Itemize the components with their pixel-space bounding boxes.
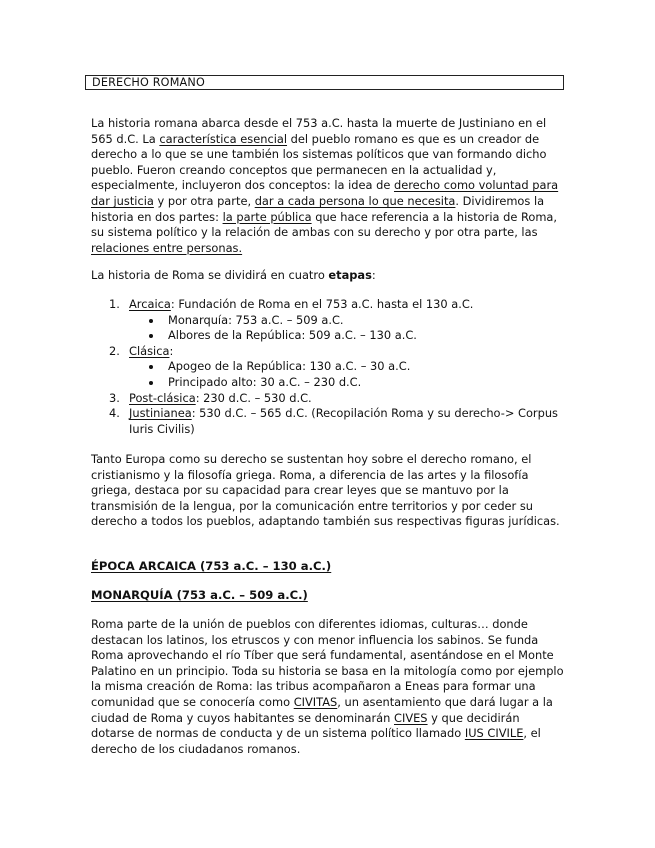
stage-item xyxy=(91,391,566,407)
intro-text-5: que hace referencia a la historia de Roma, su sistema político y la relación de ambas con su derecho y por otra parte, las xyxy=(91,209,558,240)
monarchy-paragraph xyxy=(91,617,566,757)
monarchy-underline-civitas: CIVITAS xyxy=(293,694,338,709)
document-title-box xyxy=(85,75,564,90)
stages-intro-colon: : xyxy=(371,268,376,282)
stage-number: 3. xyxy=(109,390,120,405)
stage-item xyxy=(91,344,566,360)
stage-subitem-text: Apogeo de la República: 130 a.C. – 30 a.C. xyxy=(168,359,411,374)
stage-subitem-text: Principado alto: 30 a.C. – 230 d.C. xyxy=(168,374,362,389)
stage-name: Arcaica xyxy=(129,297,171,311)
stage-name: Justinianea xyxy=(129,406,192,421)
stages-intro xyxy=(91,268,566,284)
monarchy-text-4: , el derecho de los ciudadanos romanos. xyxy=(91,726,541,756)
monarchy-text-1: Roma parte de la unión de pueblos con diferentes idiomas, culturas… donde destacan los latinos, los etruscos y con menor influencia los sabinos. Se funda Roma aprovechando el río Tíber que será fundamental, asentándose en el Monte Palatino en un principio. Toda su historia se basa en la mitología como por ejemplo la misma creación de Roma: las tribus acompañaron a Eneas para formar una comunidad que se conocería como xyxy=(91,617,564,709)
stage-number: 4. xyxy=(109,406,120,421)
stage-subitem xyxy=(91,359,566,375)
stage-item xyxy=(91,297,566,313)
intro-text-1: La historia romana abarca desde el 753 a.C. hasta la muerte de Justiniano en el 565 d.C. La xyxy=(91,116,547,146)
intro-underline-2: derecho como voluntad para dar justicia xyxy=(91,178,559,208)
stage-number: 1. xyxy=(109,297,120,311)
stage-subitem xyxy=(91,328,566,344)
stage-desc: : 530 d.C. – 565 d.C. (Recopilación Roma y su derecho-> Corpus Iuris Civilis) xyxy=(129,406,558,436)
stage-item xyxy=(91,406,566,437)
stage-subitem xyxy=(91,313,566,329)
intro-paragraph xyxy=(91,116,566,256)
bullet-icon xyxy=(149,319,153,323)
monarchy-underline-ius-civile: IUS CIVILE xyxy=(464,726,524,741)
monarchy-underline-cives: CIVES xyxy=(394,710,428,725)
monarchy-text-2: , un asentamiento que dará lugar a la ciudad de Roma y cuyos habitantes se denominarán xyxy=(91,694,553,725)
stages-intro-text: La historia de Roma se dividirá en cuatro xyxy=(91,268,329,282)
intro-text-3: y por otra parte, xyxy=(153,193,255,208)
stage-subitem-text: Monarquía: 753 a.C. – 509 a.C. xyxy=(168,312,344,327)
stage-name: Clásica xyxy=(129,343,170,358)
stages-intro-bold: etapas xyxy=(328,268,372,282)
stage-desc: : Fundación de Roma en el 753 a.C. hasta el 130 a.C. xyxy=(170,297,474,311)
bullet-icon xyxy=(149,381,153,385)
europe-paragraph: Tanto Europa como su derecho se sustentan hoy sobre el derecho romano, el cristianismo y la filosofía griega. Roma, a diferencia de las artes y la filosofía griega, destaca por su capacidad para crear leyes que se mantuvo por la transmisión de la lengua, por la comunicación entre territorios y por ceder su derecho a todos los pueblos, adaptando también sus respectivas figuras jurídicas. xyxy=(91,452,560,529)
stage-subitem-text: Albores de la República: 509 a.C. – 130 a.C. xyxy=(168,328,417,343)
document-title: DERECHO ROMANO xyxy=(92,76,205,89)
stage-subitem xyxy=(91,375,566,391)
intro-text-2: del pueblo romano es que es un creador de derecho a lo que se une también los sistemas políticos que van formando dicho pueblo. Fueron creando conceptos que permanecen en la actualidad y, especialmente, incluyeron dos conceptos: la idea de xyxy=(91,131,547,193)
bullet-icon xyxy=(149,365,153,369)
stage-desc: : 230 d.C. – 530 d.C. xyxy=(195,390,312,405)
stages-list xyxy=(91,297,566,437)
heading-epoca-arcaica: ÉPOCA ARCAICA (753 a.C. – 130 a.C.) xyxy=(91,559,332,573)
heading-monarquia: MONARQUÍA (753 a.C. – 509 a.C.) xyxy=(91,588,308,602)
bullet-icon xyxy=(149,334,153,338)
intro-underline-5: relaciones entre personas. xyxy=(91,240,243,255)
stage-desc: : xyxy=(169,343,174,358)
stage-number: 2. xyxy=(109,343,120,358)
intro-text-4: . Dividiremos la historia en dos partes: xyxy=(91,193,545,224)
monarchy-text-3: y que decidirán dotarse de normas de conducta y de un sistema político llamado xyxy=(91,710,520,741)
intro-underline-1: característica esencial xyxy=(159,131,288,146)
stage-name: Post-clásica xyxy=(129,390,196,405)
intro-underline-3: dar a cada persona lo que necesita xyxy=(254,193,456,208)
intro-underline-4: la parte pública xyxy=(222,209,312,224)
